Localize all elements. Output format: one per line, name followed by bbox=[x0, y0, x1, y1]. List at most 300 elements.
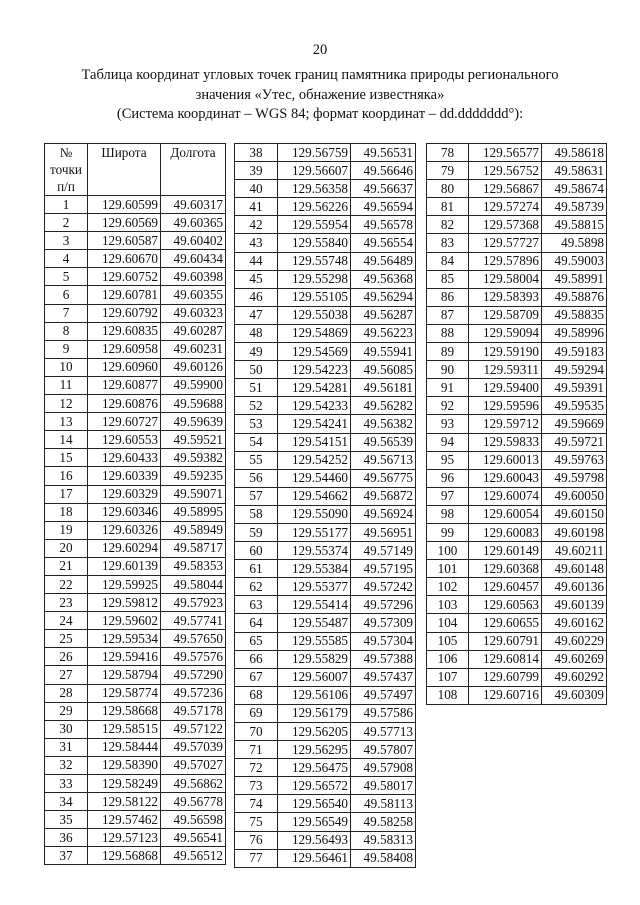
longitude-cell: 49.60150 bbox=[542, 505, 607, 523]
latitude-cell: 129.55177 bbox=[278, 523, 351, 541]
point-number-cell: 29 bbox=[45, 702, 88, 720]
latitude-cell: 129.57462 bbox=[88, 811, 161, 829]
longitude-cell: 49.57650 bbox=[161, 630, 226, 648]
longitude-cell: 49.60229 bbox=[542, 632, 607, 650]
point-number-cell: 61 bbox=[235, 560, 278, 578]
table-row bbox=[235, 198, 416, 216]
latitude-cell: 129.58393 bbox=[469, 288, 542, 306]
point-number-cell: 5 bbox=[45, 268, 88, 286]
point-number-cell: 71 bbox=[235, 741, 278, 759]
table-row bbox=[427, 397, 607, 415]
point-number-cell: 93 bbox=[427, 415, 469, 433]
point-number-cell: 53 bbox=[235, 415, 278, 433]
table-row bbox=[235, 433, 416, 451]
point-number-cell: 44 bbox=[235, 252, 278, 270]
latitude-cell: 129.57727 bbox=[469, 234, 542, 252]
table-row bbox=[45, 467, 226, 485]
latitude-cell: 129.56007 bbox=[278, 668, 351, 686]
longitude-cell: 49.59639 bbox=[161, 413, 226, 431]
latitude-cell: 129.54869 bbox=[278, 324, 351, 342]
longitude-cell: 49.57027 bbox=[161, 756, 226, 774]
longitude-cell: 49.56598 bbox=[161, 811, 226, 829]
longitude-cell: 49.60211 bbox=[542, 542, 607, 560]
title-line-1: Таблица координат угловых точек границ памятника природы регионального bbox=[81, 67, 559, 83]
table-row bbox=[427, 560, 607, 578]
header-point-number bbox=[45, 144, 88, 196]
longitude-cell: 49.58044 bbox=[161, 575, 226, 593]
latitude-cell: 129.56577 bbox=[469, 144, 542, 162]
table-row bbox=[427, 614, 607, 632]
point-number-cell: 100 bbox=[427, 542, 469, 560]
longitude-cell: 49.57290 bbox=[161, 666, 226, 684]
point-number-cell: 18 bbox=[45, 503, 88, 521]
table-row bbox=[427, 234, 607, 252]
point-number-cell: 63 bbox=[235, 596, 278, 614]
point-number-cell: 27 bbox=[45, 666, 88, 684]
longitude-cell: 49.58618 bbox=[542, 144, 607, 162]
latitude-cell: 129.59311 bbox=[469, 361, 542, 379]
point-number-cell: 7 bbox=[45, 304, 88, 322]
point-number-cell: 20 bbox=[45, 539, 88, 557]
latitude-cell: 129.55840 bbox=[278, 234, 351, 252]
table-row bbox=[45, 666, 226, 684]
longitude-cell: 49.57149 bbox=[351, 542, 416, 560]
longitude-cell: 49.56951 bbox=[351, 523, 416, 541]
point-number-cell: 31 bbox=[45, 738, 88, 756]
header-point-word: точки bbox=[50, 162, 82, 177]
point-number-cell: 86 bbox=[427, 288, 469, 306]
latitude-cell: 129.60139 bbox=[88, 557, 161, 575]
table-row bbox=[427, 180, 607, 198]
latitude-cell: 129.55585 bbox=[278, 632, 351, 650]
table-row bbox=[235, 704, 416, 722]
table-row bbox=[427, 451, 607, 469]
point-number-cell: 73 bbox=[235, 777, 278, 795]
point-number-cell: 83 bbox=[427, 234, 469, 252]
point-number-cell: 57 bbox=[235, 487, 278, 505]
point-number-cell: 37 bbox=[45, 847, 88, 865]
latitude-cell: 129.54281 bbox=[278, 379, 351, 397]
table-2-body bbox=[235, 144, 416, 868]
longitude-cell: 49.56594 bbox=[351, 198, 416, 216]
table-row bbox=[427, 162, 607, 180]
latitude-cell: 129.55748 bbox=[278, 252, 351, 270]
longitude-cell: 49.58717 bbox=[161, 539, 226, 557]
table-row bbox=[427, 469, 607, 487]
longitude-cell: 49.58991 bbox=[542, 270, 607, 288]
longitude-cell: 49.58017 bbox=[351, 777, 416, 795]
latitude-cell: 129.55374 bbox=[278, 542, 351, 560]
longitude-cell: 49.58996 bbox=[542, 324, 607, 342]
table-row bbox=[427, 668, 607, 686]
latitude-cell: 129.60587 bbox=[88, 232, 161, 250]
table-row bbox=[235, 578, 416, 596]
latitude-cell: 129.59534 bbox=[88, 630, 161, 648]
point-number-cell: 70 bbox=[235, 723, 278, 741]
latitude-cell: 129.56549 bbox=[278, 813, 351, 831]
latitude-cell: 129.60799 bbox=[469, 668, 542, 686]
point-number-cell: 43 bbox=[235, 234, 278, 252]
point-number-cell: 10 bbox=[45, 358, 88, 376]
latitude-cell: 129.60563 bbox=[469, 596, 542, 614]
longitude-cell: 49.59669 bbox=[542, 415, 607, 433]
latitude-cell: 129.60326 bbox=[88, 521, 161, 539]
latitude-cell: 129.58794 bbox=[88, 666, 161, 684]
latitude-cell: 129.60781 bbox=[88, 286, 161, 304]
table-row bbox=[235, 741, 416, 759]
point-number-cell: 62 bbox=[235, 578, 278, 596]
latitude-cell: 129.60339 bbox=[88, 467, 161, 485]
point-number-cell: 90 bbox=[427, 361, 469, 379]
latitude-cell: 129.60074 bbox=[469, 487, 542, 505]
table-row bbox=[45, 196, 226, 214]
longitude-cell: 49.56637 bbox=[351, 180, 416, 198]
point-number-cell: 47 bbox=[235, 306, 278, 324]
point-number-cell: 42 bbox=[235, 216, 278, 234]
latitude-cell: 129.60814 bbox=[469, 650, 542, 668]
table-row bbox=[45, 449, 226, 467]
table-row bbox=[427, 361, 607, 379]
table-row bbox=[45, 395, 226, 413]
table-row bbox=[45, 431, 226, 449]
latitude-cell: 129.60054 bbox=[469, 505, 542, 523]
header-latitude: Широта bbox=[88, 144, 161, 196]
table-row bbox=[45, 214, 226, 232]
latitude-cell: 129.56493 bbox=[278, 831, 351, 849]
point-number-cell: 96 bbox=[427, 469, 469, 487]
latitude-cell: 129.56205 bbox=[278, 723, 351, 741]
longitude-cell: 49.58876 bbox=[542, 288, 607, 306]
table-row bbox=[45, 413, 226, 431]
latitude-cell: 129.56540 bbox=[278, 795, 351, 813]
table-row bbox=[45, 521, 226, 539]
latitude-cell: 129.56759 bbox=[278, 144, 351, 162]
latitude-cell: 129.54223 bbox=[278, 361, 351, 379]
point-number-cell: 101 bbox=[427, 560, 469, 578]
table-row bbox=[235, 234, 416, 252]
point-number-cell: 39 bbox=[235, 162, 278, 180]
point-number-cell: 2 bbox=[45, 214, 88, 232]
latitude-cell: 129.60013 bbox=[469, 451, 542, 469]
point-number-cell: 59 bbox=[235, 523, 278, 541]
point-number-cell: 54 bbox=[235, 433, 278, 451]
point-number-cell: 74 bbox=[235, 795, 278, 813]
point-number-cell: 75 bbox=[235, 813, 278, 831]
point-number-cell: 99 bbox=[427, 523, 469, 541]
latitude-cell: 129.60553 bbox=[88, 431, 161, 449]
longitude-cell: 49.59003 bbox=[542, 252, 607, 270]
table-row bbox=[427, 523, 607, 541]
point-number-cell: 21 bbox=[45, 557, 88, 575]
table-row bbox=[427, 379, 607, 397]
latitude-cell: 129.60083 bbox=[469, 523, 542, 541]
longitude-cell: 49.59535 bbox=[542, 397, 607, 415]
latitude-cell: 129.60876 bbox=[88, 395, 161, 413]
longitude-cell: 49.56287 bbox=[351, 306, 416, 324]
table-row bbox=[235, 523, 416, 541]
longitude-cell: 49.57388 bbox=[351, 650, 416, 668]
table-row bbox=[45, 684, 226, 702]
longitude-cell: 49.58258 bbox=[351, 813, 416, 831]
table-row bbox=[45, 630, 226, 648]
point-number-cell: 51 bbox=[235, 379, 278, 397]
latitude-cell: 129.60960 bbox=[88, 358, 161, 376]
table-row bbox=[235, 162, 416, 180]
table-row bbox=[427, 288, 607, 306]
longitude-cell: 49.58631 bbox=[542, 162, 607, 180]
document-title bbox=[30, 66, 610, 125]
latitude-cell: 129.58444 bbox=[88, 738, 161, 756]
table-row bbox=[45, 594, 226, 612]
table-row bbox=[235, 270, 416, 288]
longitude-cell: 49.56531 bbox=[351, 144, 416, 162]
table-row bbox=[45, 612, 226, 630]
table-row bbox=[235, 596, 416, 614]
latitude-cell: 129.56295 bbox=[278, 741, 351, 759]
point-number-cell: 49 bbox=[235, 343, 278, 361]
point-number-cell: 107 bbox=[427, 668, 469, 686]
point-number-cell: 98 bbox=[427, 505, 469, 523]
longitude-cell: 49.59382 bbox=[161, 449, 226, 467]
longitude-cell: 49.57178 bbox=[161, 702, 226, 720]
longitude-cell: 49.59071 bbox=[161, 485, 226, 503]
longitude-cell: 49.56489 bbox=[351, 252, 416, 270]
table-row bbox=[427, 632, 607, 650]
point-number-cell: 24 bbox=[45, 612, 88, 630]
point-number-cell: 35 bbox=[45, 811, 88, 829]
coordinates-table-2 bbox=[234, 143, 416, 868]
latitude-cell: 129.60294 bbox=[88, 539, 161, 557]
longitude-cell: 49.56924 bbox=[351, 505, 416, 523]
longitude-cell: 49.56368 bbox=[351, 270, 416, 288]
table-row bbox=[235, 397, 416, 415]
table-row bbox=[235, 795, 416, 813]
latitude-cell: 129.60835 bbox=[88, 322, 161, 340]
latitude-cell: 129.60599 bbox=[88, 196, 161, 214]
point-number-cell: 1 bbox=[45, 196, 88, 214]
point-number-cell: 19 bbox=[45, 521, 88, 539]
point-number-cell: 33 bbox=[45, 775, 88, 793]
table-row bbox=[235, 777, 416, 795]
point-number-cell: 32 bbox=[45, 756, 88, 774]
point-number-cell: 94 bbox=[427, 433, 469, 451]
latitude-cell: 129.56179 bbox=[278, 704, 351, 722]
table-row bbox=[45, 539, 226, 557]
longitude-cell: 49.60231 bbox=[161, 340, 226, 358]
point-number-cell: 106 bbox=[427, 650, 469, 668]
latitude-cell: 129.54241 bbox=[278, 415, 351, 433]
table-row bbox=[45, 485, 226, 503]
latitude-cell: 129.58390 bbox=[88, 756, 161, 774]
latitude-cell: 129.54460 bbox=[278, 469, 351, 487]
point-number-cell: 48 bbox=[235, 324, 278, 342]
table-row bbox=[427, 596, 607, 614]
latitude-cell: 129.60670 bbox=[88, 250, 161, 268]
point-number-cell: 34 bbox=[45, 793, 88, 811]
table-row bbox=[427, 686, 607, 704]
point-number-cell: 58 bbox=[235, 505, 278, 523]
latitude-cell: 129.55487 bbox=[278, 614, 351, 632]
table-row bbox=[235, 632, 416, 650]
latitude-cell: 129.57274 bbox=[469, 198, 542, 216]
latitude-cell: 129.56461 bbox=[278, 849, 351, 867]
point-number-cell: 45 bbox=[235, 270, 278, 288]
point-number-cell: 22 bbox=[45, 575, 88, 593]
point-number-cell: 82 bbox=[427, 216, 469, 234]
longitude-cell: 49.60148 bbox=[542, 560, 607, 578]
latitude-cell: 129.57368 bbox=[469, 216, 542, 234]
latitude-cell: 129.54151 bbox=[278, 433, 351, 451]
longitude-cell: 49.55941 bbox=[351, 343, 416, 361]
table-3-body bbox=[427, 144, 607, 705]
table-row bbox=[427, 343, 607, 361]
latitude-cell: 129.56358 bbox=[278, 180, 351, 198]
point-number-cell: 40 bbox=[235, 180, 278, 198]
longitude-cell: 49.59798 bbox=[542, 469, 607, 487]
point-number-cell: 89 bbox=[427, 343, 469, 361]
latitude-cell: 129.60716 bbox=[469, 686, 542, 704]
longitude-cell: 49.56872 bbox=[351, 487, 416, 505]
table-row bbox=[45, 232, 226, 250]
longitude-cell: 49.59235 bbox=[161, 467, 226, 485]
longitude-cell: 49.56382 bbox=[351, 415, 416, 433]
longitude-cell: 49.60292 bbox=[542, 668, 607, 686]
point-number-cell: 26 bbox=[45, 648, 88, 666]
table-row bbox=[235, 379, 416, 397]
point-number-cell: 25 bbox=[45, 630, 88, 648]
table-row bbox=[235, 759, 416, 777]
latitude-cell: 129.55414 bbox=[278, 596, 351, 614]
longitude-cell: 49.59391 bbox=[542, 379, 607, 397]
longitude-cell: 49.58995 bbox=[161, 503, 226, 521]
longitude-cell: 49.58408 bbox=[351, 849, 416, 867]
point-number-cell: 72 bbox=[235, 759, 278, 777]
table-row bbox=[427, 650, 607, 668]
longitude-cell: 49.58674 bbox=[542, 180, 607, 198]
table-row bbox=[235, 343, 416, 361]
point-number-cell: 16 bbox=[45, 467, 88, 485]
latitude-cell: 129.60877 bbox=[88, 376, 161, 394]
table-row bbox=[235, 723, 416, 741]
latitude-cell: 129.56475 bbox=[278, 759, 351, 777]
point-number-cell: 104 bbox=[427, 614, 469, 632]
header-number-sign: № bbox=[59, 145, 73, 160]
table-row bbox=[235, 560, 416, 578]
latitude-cell: 129.58774 bbox=[88, 684, 161, 702]
table-row bbox=[45, 286, 226, 304]
longitude-cell: 49.56554 bbox=[351, 234, 416, 252]
longitude-cell: 49.58313 bbox=[351, 831, 416, 849]
table-row bbox=[427, 487, 607, 505]
latitude-cell: 129.59416 bbox=[88, 648, 161, 666]
table-row bbox=[45, 829, 226, 847]
latitude-cell: 129.59596 bbox=[469, 397, 542, 415]
longitude-cell: 49.60398 bbox=[161, 268, 226, 286]
longitude-cell: 49.59721 bbox=[542, 433, 607, 451]
point-number-cell: 81 bbox=[427, 198, 469, 216]
latitude-cell: 129.60569 bbox=[88, 214, 161, 232]
table-row bbox=[427, 144, 607, 162]
table-row bbox=[45, 358, 226, 376]
table-row bbox=[427, 433, 607, 451]
latitude-cell: 129.60368 bbox=[469, 560, 542, 578]
longitude-cell: 49.57309 bbox=[351, 614, 416, 632]
table-1-body bbox=[45, 196, 226, 865]
latitude-cell: 129.60433 bbox=[88, 449, 161, 467]
table-row bbox=[235, 487, 416, 505]
point-number-cell: 11 bbox=[45, 376, 88, 394]
point-number-cell: 108 bbox=[427, 686, 469, 704]
point-number-cell: 36 bbox=[45, 829, 88, 847]
point-number-cell: 92 bbox=[427, 397, 469, 415]
longitude-cell: 49.60136 bbox=[542, 578, 607, 596]
point-number-cell: 77 bbox=[235, 849, 278, 867]
latitude-cell: 129.55038 bbox=[278, 306, 351, 324]
point-number-cell: 69 bbox=[235, 704, 278, 722]
point-number-cell: 60 bbox=[235, 542, 278, 560]
latitude-cell: 129.56226 bbox=[278, 198, 351, 216]
latitude-cell: 129.55298 bbox=[278, 270, 351, 288]
point-number-cell: 28 bbox=[45, 684, 88, 702]
table-row bbox=[235, 288, 416, 306]
longitude-cell: 49.60365 bbox=[161, 214, 226, 232]
longitude-cell: 49.60309 bbox=[542, 686, 607, 704]
table-row bbox=[45, 756, 226, 774]
longitude-cell: 49.58113 bbox=[351, 795, 416, 813]
table-row bbox=[235, 831, 416, 849]
table-row bbox=[235, 668, 416, 686]
longitude-cell: 49.56223 bbox=[351, 324, 416, 342]
longitude-cell: 49.58739 bbox=[542, 198, 607, 216]
longitude-cell: 49.57437 bbox=[351, 668, 416, 686]
point-number-cell: 76 bbox=[235, 831, 278, 849]
latitude-cell: 129.54662 bbox=[278, 487, 351, 505]
page-number: 20 bbox=[312, 42, 328, 58]
point-number-cell: 38 bbox=[235, 144, 278, 162]
point-number-cell: 103 bbox=[427, 596, 469, 614]
latitude-cell: 129.59712 bbox=[469, 415, 542, 433]
table-row bbox=[235, 144, 416, 162]
point-number-cell: 97 bbox=[427, 487, 469, 505]
table-row bbox=[45, 793, 226, 811]
latitude-cell: 129.57896 bbox=[469, 252, 542, 270]
longitude-cell: 49.57713 bbox=[351, 723, 416, 741]
table-row bbox=[427, 415, 607, 433]
table-row bbox=[45, 557, 226, 575]
latitude-cell: 129.59833 bbox=[469, 433, 542, 451]
longitude-cell: 49.58835 bbox=[542, 306, 607, 324]
point-number-cell: 79 bbox=[427, 162, 469, 180]
longitude-cell: 49.60162 bbox=[542, 614, 607, 632]
longitude-cell: 49.56713 bbox=[351, 451, 416, 469]
longitude-cell: 49.56778 bbox=[161, 793, 226, 811]
table-row bbox=[427, 216, 607, 234]
table-row bbox=[45, 738, 226, 756]
longitude-cell: 49.57242 bbox=[351, 578, 416, 596]
table-row bbox=[45, 648, 226, 666]
table-row bbox=[427, 306, 607, 324]
longitude-cell: 49.56539 bbox=[351, 433, 416, 451]
table-row bbox=[235, 650, 416, 668]
latitude-cell: 129.60329 bbox=[88, 485, 161, 503]
longitude-cell: 49.57236 bbox=[161, 684, 226, 702]
longitude-cell: 49.60434 bbox=[161, 250, 226, 268]
point-number-cell: 85 bbox=[427, 270, 469, 288]
table-row bbox=[45, 322, 226, 340]
table-row bbox=[235, 686, 416, 704]
latitude-cell: 129.60346 bbox=[88, 503, 161, 521]
longitude-cell: 49.56541 bbox=[161, 829, 226, 847]
